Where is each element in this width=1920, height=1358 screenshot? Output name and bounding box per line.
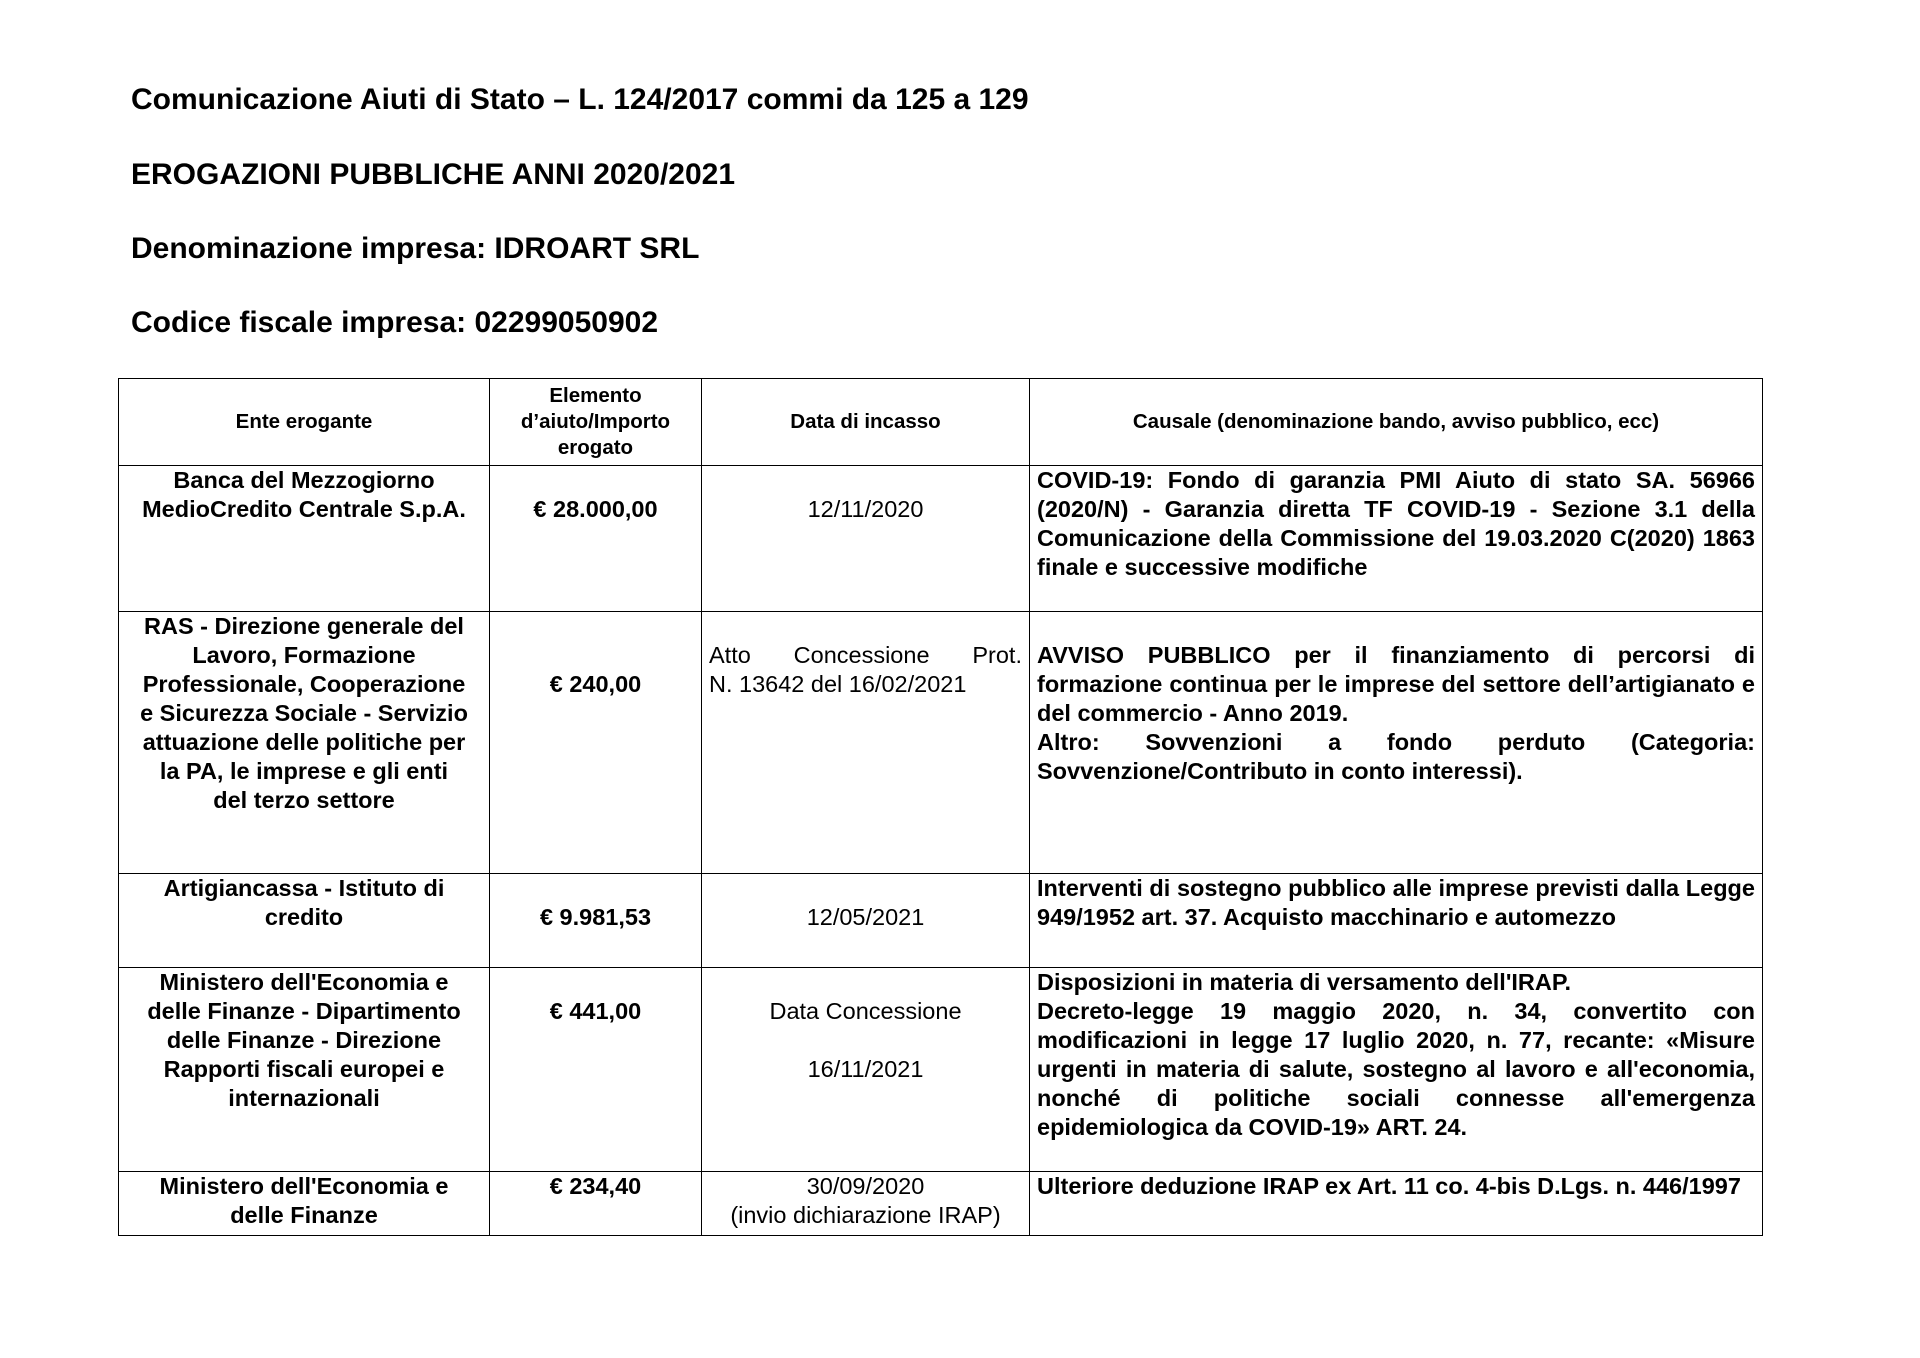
ente-line: Lavoro, Formazione — [192, 642, 416, 668]
cell-importo: € 240,00 — [490, 612, 702, 874]
cell-importo: € 28.000,00 — [490, 466, 702, 612]
ente-line: Banca del Mezzogiorno — [173, 467, 435, 493]
cell-ente — [119, 612, 490, 874]
table-row — [119, 874, 1763, 968]
ente-line: delle Finanze - Dipartimento — [147, 998, 461, 1024]
cell-ente — [119, 1172, 490, 1236]
cell-data: 12/11/2020 — [702, 466, 1030, 612]
ente-line: internazionali — [228, 1085, 380, 1111]
cell-data: 12/05/2021 — [702, 874, 1030, 968]
header-importo-line: Elemento — [549, 384, 642, 407]
ente-line: Professionale, Cooperazione — [142, 671, 466, 697]
cell-causale — [1030, 466, 1763, 612]
state-aid-table — [118, 378, 1763, 1236]
ente-line: la PA, le imprese e gli enti — [159, 758, 449, 784]
cell-data — [702, 1172, 1030, 1236]
ente-line: credito — [264, 904, 344, 930]
data-line: Data Concessione — [769, 998, 962, 1024]
table-row — [119, 1172, 1763, 1236]
table-row — [119, 968, 1763, 1172]
ente-line: Ministero dell'Economia e — [159, 1173, 449, 1199]
data-line: N. 13642 del 16/02/2021 — [709, 671, 967, 697]
ente-line: attuazione delle politiche per — [142, 729, 466, 755]
causale-text: Interventi di sostegno pubblico alle imprese previsti dalla Legge 949/1952 art. 37. Acquisto macchinario e automezzo — [1037, 875, 1755, 930]
cell-importo: € 234,40 — [490, 1172, 702, 1236]
cell-causale — [1030, 612, 1763, 874]
cell-causale — [1030, 874, 1763, 968]
header-importo-line: erogato — [557, 436, 634, 459]
ente-line: Rapporti fiscali europei e — [163, 1056, 445, 1082]
table-header-row — [119, 379, 1763, 466]
cell-data — [702, 612, 1030, 874]
causale-paragraph: Altro: Sovvenzioni a fondo perduto (Categoria: Sovvenzione/Contributo in conto interessi). — [1037, 729, 1755, 784]
causale-text: COVID-19: Fondo di garanzia PMI Aiuto di stato SA. 56966 (2020/N) - Garanzia diretta TF COVID-19 - Sezione 3.1 della Comunicazione della Commissione del 19.03.2020 C(2020) 1863 finale e successive modifiche — [1037, 467, 1755, 580]
data-line: (invio dichiarazione IRAP) — [730, 1202, 1001, 1228]
cell-importo: € 441,00 — [490, 968, 702, 1172]
data-line: 16/11/2021 — [807, 1056, 924, 1082]
company-tax-code: Codice fiscale impresa: 02299050902 — [131, 306, 659, 339]
ente-line: delle Finanze - Direzione — [166, 1027, 442, 1053]
header-importo-line: d’aiuto/Importo — [520, 410, 671, 433]
causale-paragraph: AVVISO PUBBLICO per il finanziamento di percorsi di formazione continua per le imprese del settore dell’artigianato e del commercio - Anno 2019. — [1037, 642, 1755, 726]
causale-text: Ulteriore deduzione IRAP ex Art. 11 co. 4-bis D.Lgs. n. 446/1997 — [1037, 1173, 1741, 1199]
data-line: Atto Concessione Prot. — [709, 642, 1022, 668]
company-name: Denominazione impresa: IDROART SRL — [131, 232, 700, 265]
ente-line: delle Finanze — [230, 1202, 378, 1228]
cell-data — [702, 968, 1030, 1172]
causale-paragraph: Disposizioni in materia di versamento dell'IRAP. — [1037, 969, 1572, 995]
cell-ente — [119, 874, 490, 968]
ente-line: del terzo settore — [213, 787, 395, 813]
ente-line: e Sicurezza Sociale - Servizio — [140, 700, 468, 726]
header-data: Data di incasso — [702, 379, 1030, 466]
cell-ente — [119, 968, 490, 1172]
spacer — [709, 1026, 1022, 1055]
cell-importo: € 9.981,53 — [490, 874, 702, 968]
cell-causale — [1030, 1172, 1763, 1236]
ente-line: Artigiancassa - Istituto di — [163, 875, 445, 901]
ente-line: Ministero dell'Economia e — [159, 969, 449, 995]
table-row — [119, 466, 1763, 612]
header-ente: Ente erogante — [119, 379, 490, 466]
causale-paragraph: Decreto-legge 19 maggio 2020, n. 34, convertito con modificazioni in legge 17 luglio 2020, n. 77, recante: «Misure urgenti in materia di salute, sostegno al lavoro e all'economia, nonché di politiche sociali connesse all'emergenza epidemiologica da COVID-19» ART. 24. — [1037, 998, 1755, 1140]
ente-line: RAS - Direzione generale del — [144, 613, 464, 639]
header-causale: Causale (denominazione bando, avviso pubblico, ecc) — [1030, 379, 1763, 466]
table-row — [119, 612, 1763, 874]
document-title: Comunicazione Aiuti di Stato – L. 124/2017 commi da 125 a 129 — [131, 83, 1029, 116]
cell-ente — [119, 466, 490, 612]
header-importo — [490, 379, 702, 466]
document-subtitle: EROGAZIONI PUBBLICHE ANNI 2020/2021 — [131, 158, 736, 191]
data-line: 30/09/2020 — [806, 1173, 925, 1199]
ente-line: MedioCredito Centrale S.p.A. — [142, 496, 466, 522]
cell-causale — [1030, 968, 1763, 1172]
